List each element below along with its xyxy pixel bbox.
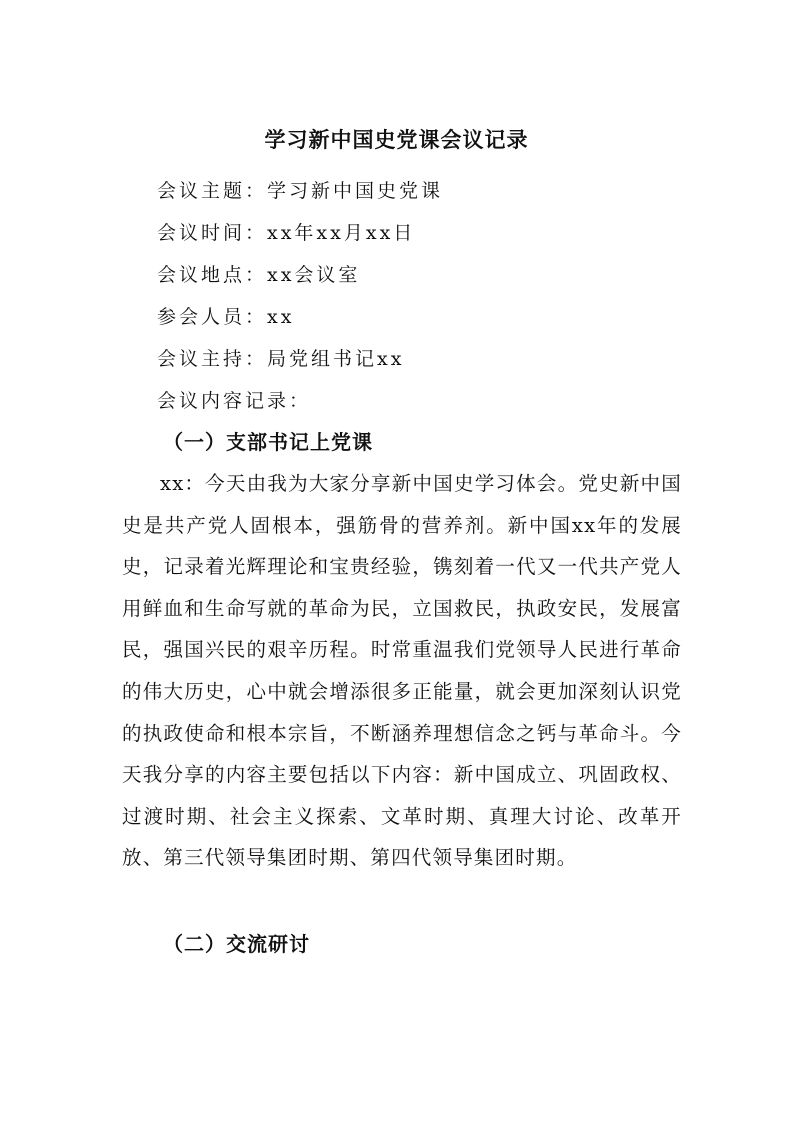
section-heading-party-lecture: （一）支部书记上党课	[163, 430, 373, 454]
meeting-location: 会议地点：xx会议室	[157, 264, 361, 286]
meeting-host: 会议主持：局党组书记xx	[157, 348, 405, 370]
meeting-topic: 会议主题：学习新中国史党课	[157, 180, 444, 202]
section-body-party-lecture: xx：今天由我为大家分享新中国史学习体会。党史新中国史是共产党人固根本，强筋骨的营养剂。新中国xx年的发展史，记录着光辉理论和宝贵经验，镌刻着一代又一代共产党人用鲜血和生命写就的革命为民，立国救民，执政安民，发展富民，强国兴民的艰辛历程。时常重温我们党领导人民进行革命的伟大历史，心中就会增添很多正能量，就会更加深刻认识党的执政使命和根本宗旨，不断涵养理想信念之钙与革命斗。今天我分享的内容主要包括以下内容：新中国成立、巩固政权、过渡时期、社会主义探索、文革时期、真理大讨论、改革开放、第三代领导集团时期、第四代领导集团时期。	[122, 472, 682, 870]
meeting-content-label: 会议内容记录：	[157, 390, 312, 412]
document-title: 学习新中国史党课会议记录	[264, 127, 529, 152]
section-heading-discussion: （二）交流研讨	[163, 932, 310, 956]
meeting-time: 会议时间：xx年xx月xx日	[157, 222, 416, 244]
meeting-attendees: 参会人员：xx	[157, 306, 295, 328]
